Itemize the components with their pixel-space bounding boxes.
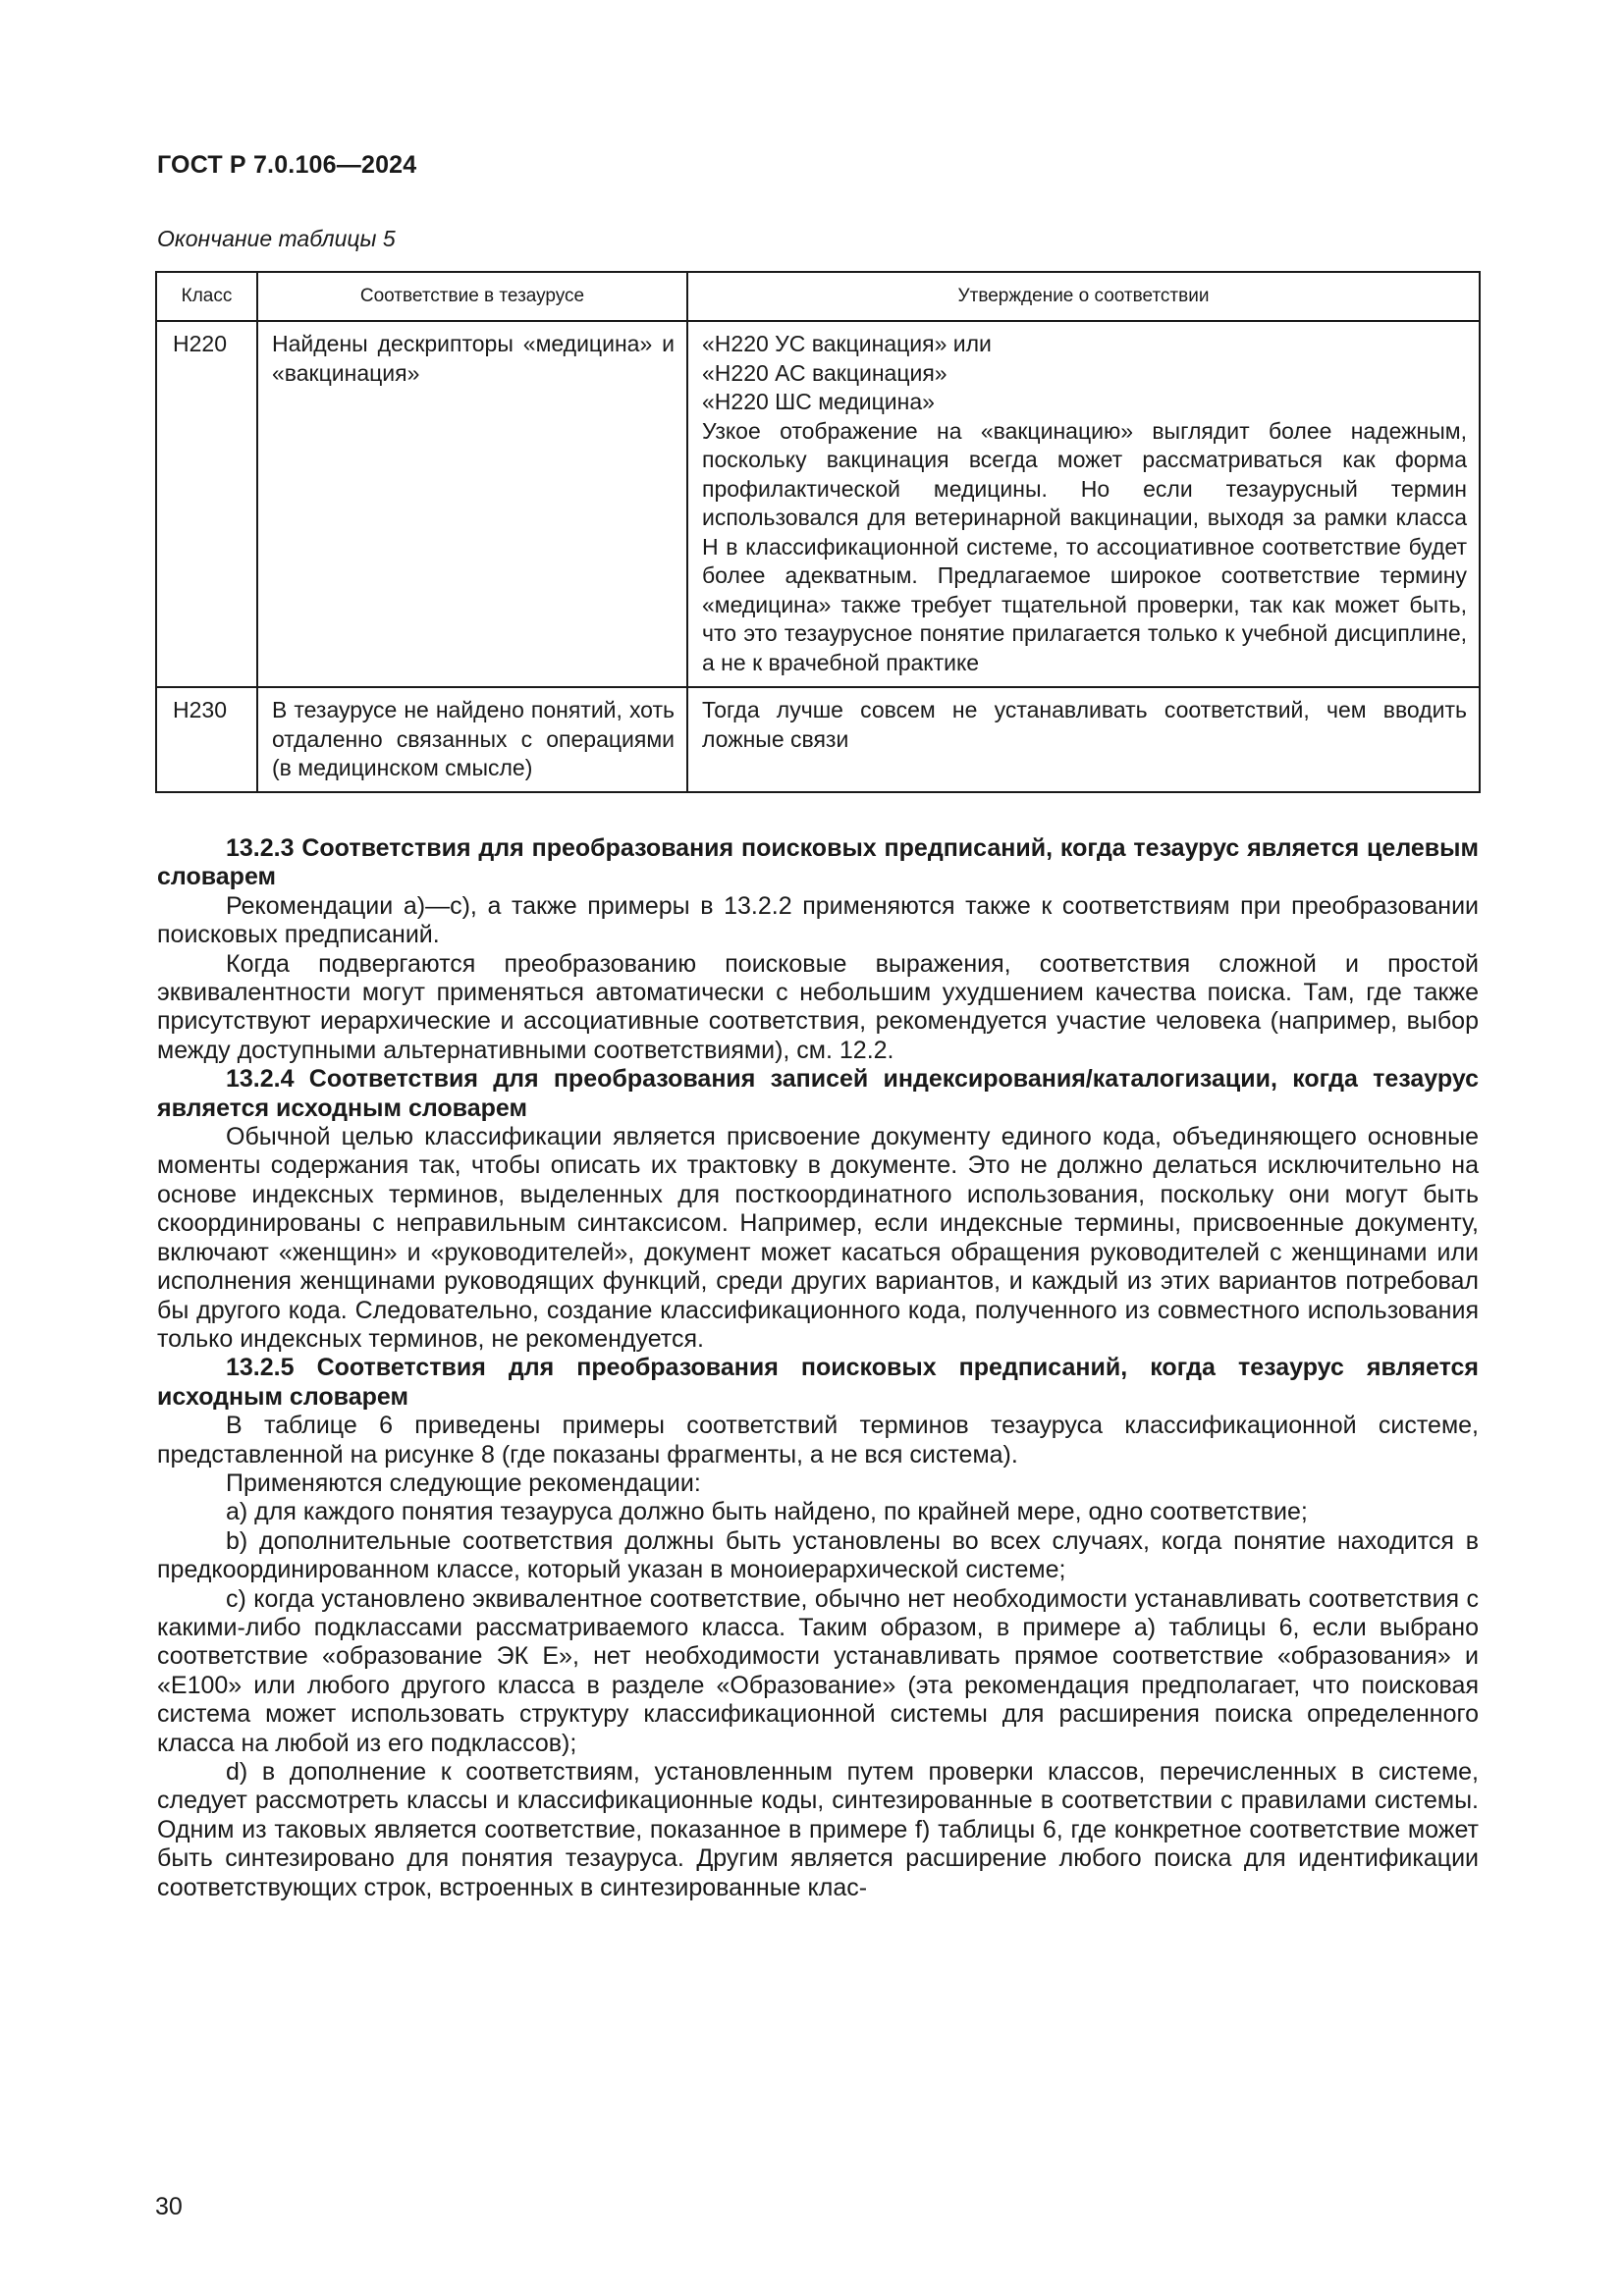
table-5 (155, 271, 1481, 793)
cell-class: H230 (156, 687, 257, 792)
section-heading-13-2-3: 13.2.3 Соответствия для преобразования поисковых предписаний, когда тезаурус является целевым словарем (157, 834, 1479, 891)
list-item: c) когда установлено эквивалентное соответствие, обычно нет необходимости устанавливать соответствия с какими-либо подклассами рассматриваемого класса. Таким образом, в примере a) таблицы 6, если выбрано соответствие «образование ЭК E», нет необходимости устанавливать прямое соответствие «образования» и «E100» или любого другого класса в разделе «Образование» (эта рекомендация предполагает, что поисковая система может использовать структуру классификационной системы для расширения поиска определенного класса на любой из его подклассов); (157, 1584, 1479, 1757)
cell-match: Найдены дескрипторы «медицина» и «вакцинация» (257, 321, 687, 687)
cell-match: В тезаурусе не найдено понятий, хоть отдаленно связанных с операциями (в медицинском смысле) (257, 687, 687, 792)
cell-statement: Тогда лучше совсем не устанавливать соответствий, чем вводить ложные связи (687, 687, 1480, 792)
paragraph: Применяются следующие рекомендации: (226, 1468, 701, 1497)
statement-line: «H220 ШС медицина» (702, 389, 935, 414)
paragraph: Рекомендации a)—c), а также примеры в 13.2.2 применяются также к соответствиям при преобразовании поисковых предписаний. (157, 891, 1479, 949)
cell-class: H220 (156, 321, 257, 687)
list-item: d) в дополнение к соответствиям, установленным путем проверки классов, перечисленных в системе, следует рассмотреть классы и классификационные коды, синтезированные в соответствии с правилами системы. Одним из таковых является соответствие, показанное в примере f) таблицы 6, где конкретное соответствие может быть синтезировано для понятия тезауруса. Другим является расширение любого поиска для идентификации соответствующих строк, встроенных в синтезированные клас- (157, 1758, 1479, 1901)
table-header-row (156, 272, 1480, 321)
section-heading-13-2-5: 13.2.5 Соответствия для преобразования поисковых предписаний, когда тезаурус является исходным словарем (157, 1354, 1479, 1411)
paragraph: В таблице 6 приведены примеры соответствий терминов тезауруса классификационной системе, представленной на рисунке 8 (где показаны фрагменты, а не вся система). (157, 1412, 1479, 1468)
table-row (156, 687, 1480, 792)
statement-line: «H220 УС вакцинация» или (702, 331, 992, 356)
statement-line: «H220 АС вакцинация» (702, 359, 947, 386)
column-header-statement: Утверждение о соответствии (687, 272, 1480, 321)
page-number: 30 (155, 2193, 183, 2220)
list-item: b) дополнительные соответствия должны быть установлены во всех случаях, когда понятие находится в предкоординированном классе, который указан в моноиерархической системе; (157, 1526, 1479, 1584)
statement-text: Узкое отображение на «вакцинацию» выглядит более надежным, поскольку вакцинация всегда может рассматриваться как форма профилактической медицины. Но если тезаурусный термин использовался для ветеринарной вакцинации, выходя за рамки класса H в классификационной системе, то ассоциативное соответствие будет более адекватным. Предлагаемое широкое соответствие термину «медицина» также требует тщательной проверки, так как может быть, что это тезаурусное понятие прилагается только к учебной дисциплине, а не к врачебной практике (702, 417, 1467, 675)
paragraph: Обычной целью классификации является присвоение документу единого кода, объединяющего основные моменты содержания так, чтобы описать их трактовку в документе. Это не должно делаться исключительно на основе индексных терминов, выделенных для посткоординатного использования, поскольку они могут быть скоординированы с неправильным синтаксисом. Например, если индексные термины, присвоенные документу, включают «женщин» и «руководителей», документ может касаться обращения руководителей с женщинами или исполнения женщинами руководящих функций, среди других вариантов, и каждый из этих вариантов потребовал бы другого кода. Следовательно, создание классификационного кода, полученного из совместного использования только индексных терминов, не рекомендуется. (157, 1123, 1479, 1353)
table-caption: Окончание таблицы 5 (157, 226, 396, 251)
standard-header: ГОСТ Р 7.0.106—2024 (157, 151, 417, 179)
paragraph: Когда подвергаются преобразованию поисковые выражения, соответствия сложной и простой эквивалентности могут применяться автоматически с небольшим ухудшением качества поиска. Там, где также присутствуют иерархические и ассоциативные соответствия, рекомендуется участие человека (например, выбор между доступными альтернативными соответствиями), см. 12.2. (157, 949, 1479, 1064)
table-row (156, 321, 1480, 687)
section-heading-13-2-4: 13.2.4 Соответствия для преобразования записей индексирования/каталогизации, когда тезаурус является исходным словарем (157, 1065, 1479, 1122)
body-text (157, 834, 1479, 1902)
column-header-class: Класс (156, 272, 257, 321)
column-header-match: Соответствие в тезаурусе (257, 272, 687, 321)
list-item: a) для каждого понятия тезауруса должно быть найдено, по крайней мере, одно соответствие; (226, 1498, 1308, 1526)
cell-statement (687, 321, 1480, 687)
